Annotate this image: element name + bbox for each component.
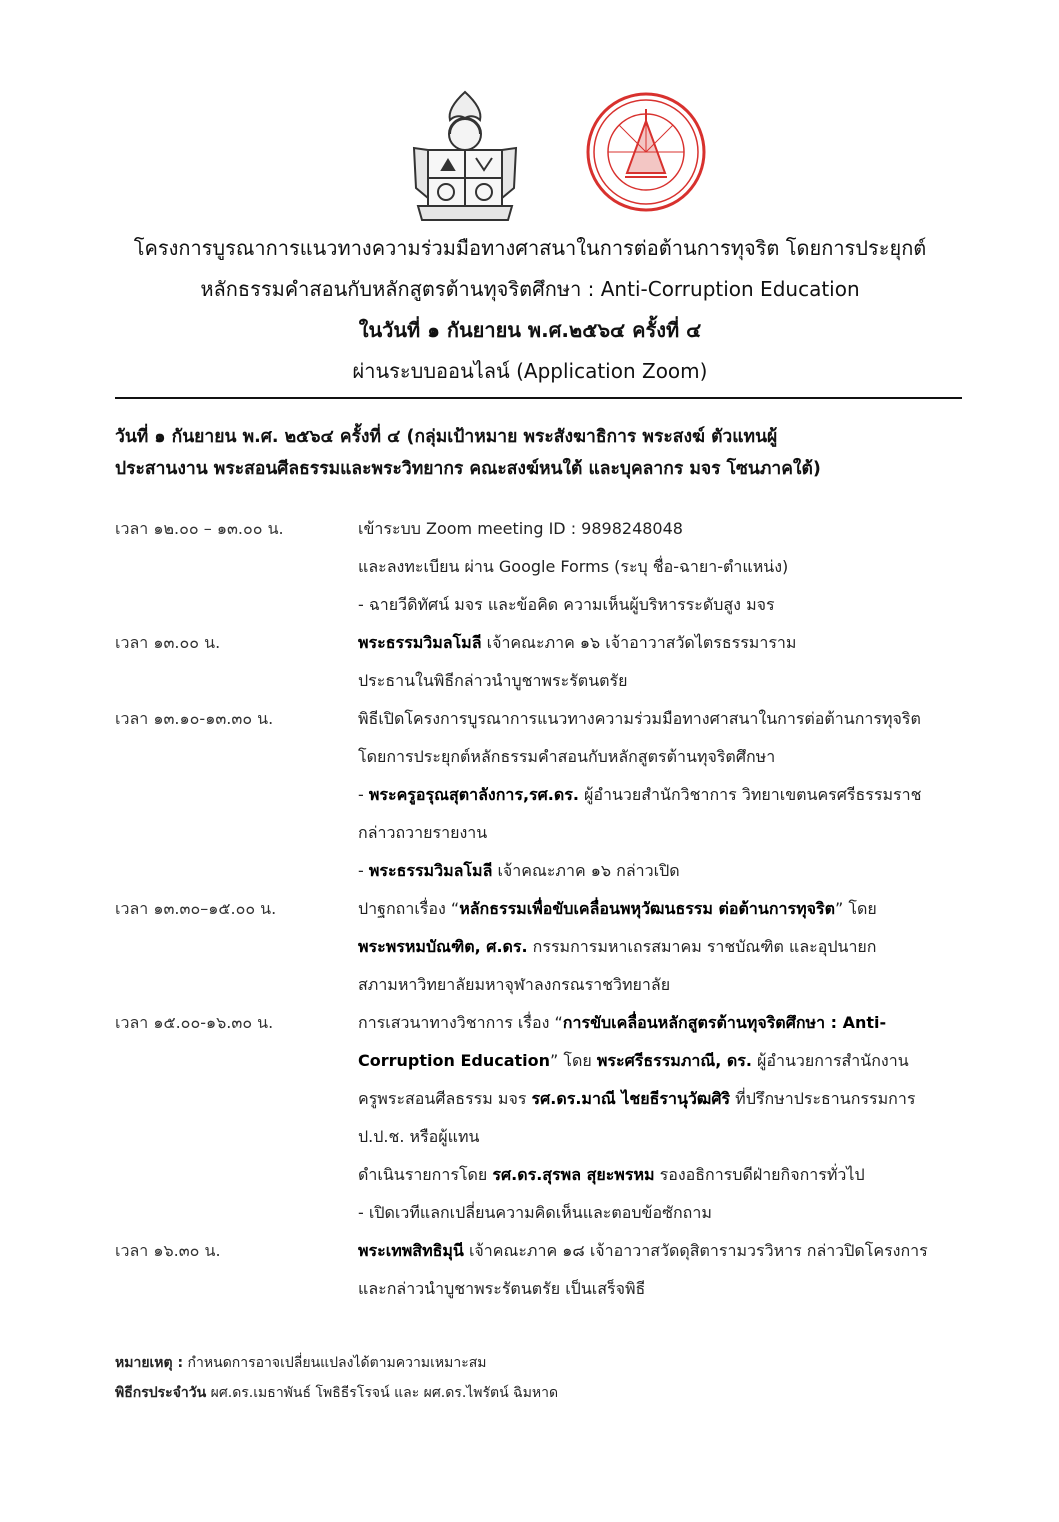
desc-line: [358, 852, 965, 890]
desc-line: และลงทะเบียน ผ่าน Google Forms (ระบุ ชื่อ-ฉายา-ตำแหน่ง): [358, 557, 789, 576]
divider: [115, 397, 962, 399]
desc-line: [358, 776, 965, 814]
date-heading-line-2: ประสานงาน พระสอนศีลธรรมและพระวิทยากร คณะสงฆ์หนใต้ และบุคลากร มจร โซนภาคใต้): [115, 459, 821, 479]
speaker-title: เจ้าคณะภาค ๑๖ เจ้าอาวาสวัดไตรธรรมาราม: [481, 633, 797, 652]
speaker-title: รองอธิการบดีฝ่ายกิจการทั่วไป: [654, 1165, 865, 1184]
desc-line: [358, 1042, 965, 1080]
bullet: -: [358, 861, 369, 880]
desc-line: สภามหาวิทยาลัยมหาจุฬาลงกรณราชวิทยาลัย: [358, 975, 671, 994]
desc-line: เข้าระบบ Zoom meeting ID : 9898248048: [358, 519, 683, 538]
desc-line: [358, 928, 965, 966]
schedule-desc: [358, 1004, 965, 1232]
desc-line: [358, 890, 965, 928]
schedule-desc: [358, 700, 965, 890]
remark-label: หมายเหตุ :: [115, 1355, 184, 1371]
desc-line: พิธีเปิดโครงการบูรณาการแนวทางความร่วมมือทางศาสนาในการต่อต้านการทุจริต: [358, 709, 921, 728]
desc-text: การเสวนาทางวิชาการ เรื่อง “: [358, 1013, 563, 1032]
desc-text: ปาฐกถาเรื่อง “: [358, 899, 460, 918]
desc-line: - ฉายวีดิทัศน์ มจร และข้อคิด ความเห็นผู้บริหารระดับสูง มจร: [358, 595, 775, 614]
speaker-title: ที่ปรึกษาประธานกรรมการ: [730, 1089, 916, 1108]
notes: [115, 1348, 965, 1408]
desc-line: [358, 624, 965, 662]
speaker-name: พระธรรมวิมลโมลี: [358, 633, 482, 652]
schedule-row: [115, 700, 965, 890]
schedule-time: เวลา ๑๒.๐๐ – ๑๓.๐๐ น.: [115, 519, 284, 538]
desc-text: ดำเนินรายการโดย: [358, 1165, 493, 1184]
header-line-3: ในวันที่ ๑ กันยายน พ.ศ.๒๕๖๔ ครั้งที่ ๔: [358, 318, 702, 342]
speaker-name: พระครูอรุณสุตาลังการ,รศ.ดร.: [368, 785, 579, 804]
desc-line: โดยการประยุกต์หลักธรรมคำสอนกับหลักสูตรต้านทุจริตศึกษา: [358, 747, 776, 766]
speaker-title: ผู้อำนวยการสำนักงาน: [751, 1051, 909, 1070]
desc-text: ” โดย: [835, 899, 877, 918]
date-heading: [115, 421, 965, 485]
desc-line: [358, 1080, 965, 1118]
schedule-desc: [358, 510, 965, 624]
desc-line: [358, 1156, 965, 1194]
schedule-row: [115, 1004, 965, 1232]
schedule-row: [115, 1232, 965, 1308]
logo-area: [0, 88, 1059, 228]
schedule-row: [115, 890, 965, 1004]
speaker-name: รศ.ดร.มาณี ไชยธีรานุวัฒศิริ: [531, 1089, 731, 1108]
project-header: [60, 228, 1000, 392]
schedule-time: เวลา ๑๕.๐๐-๑๖.๓๐ น.: [115, 1013, 274, 1032]
desc-line: - เปิดเวทีแลกเปลี่ยนความคิดเห็นและตอบข้อซักถาม: [358, 1203, 712, 1222]
speaker-name: พระศรีธรรมภาณี, ดร.: [596, 1051, 752, 1070]
schedule-desc: [358, 890, 965, 1004]
speaker-name: รศ.ดร.สุรพล สุยะพรหม: [492, 1165, 655, 1184]
schedule: [115, 510, 965, 1308]
mc-line: [115, 1378, 965, 1408]
schedule-time: เวลา ๑๓.๐๐ น.: [115, 633, 221, 652]
speaker-name: พระพรหมบัณฑิต, ศ.ดร.: [358, 937, 528, 956]
topic-title: หลักธรรมเพื่อขับเคลื่อนพหุวัฒนธรรม ต่อต้านการทุจริต: [459, 899, 835, 918]
schedule-desc: [358, 624, 965, 700]
speaker-name: พระธรรมวิมลโมลี: [368, 861, 493, 880]
schedule-time: เวลา ๑๓.๓๐–๑๕.๐๐ น.: [115, 899, 277, 918]
speaker-title: ผู้อำนวยสำนักวิชาการ วิทยาเขตนครศรีธรรมราช: [578, 785, 922, 804]
university-crest-logo: [404, 88, 526, 228]
desc-line: [358, 1232, 965, 1270]
desc-text: ครูพระสอนศีลธรรม มจร: [358, 1089, 532, 1108]
mc-text: ผศ.ดร.เมธาพันธ์ โพธิธีรโรจน์ และ ผศ.ดร.ไพรัตน์ ฉิมหาด: [206, 1385, 559, 1401]
mc-label: พิธีกรประจำวัน: [115, 1385, 207, 1401]
header-line-4: ผ่านระบบออนไลน์ (Application Zoom): [352, 359, 708, 383]
bullet: -: [358, 785, 369, 804]
schedule-row: [115, 624, 965, 700]
schedule-desc: [358, 1232, 965, 1308]
speaker-title: กรรมการมหาเถรสมาคม ราชบัณฑิต และอุปนายก: [527, 937, 877, 956]
remark-line: [115, 1348, 965, 1378]
desc-line: ประธานในพิธีกล่าวนำบูชาพระรัตนตรัย: [358, 671, 628, 690]
header-line-1: โครงการบูรณาการแนวทางความร่วมมือทางศาสนาในการต่อต้านการทุจริต โดยการประยุกต์: [133, 236, 927, 260]
desc-text: ” โดย: [550, 1051, 597, 1070]
desc-line: และกล่าวนำบูชาพระรัตนตรัย เป็นเสร็จพิธี: [358, 1279, 646, 1298]
speaker-name: พระเทพสิทธิมุนี: [358, 1241, 464, 1260]
schedule-row: [115, 510, 965, 624]
remark-text: กำหนดการอาจเปลี่ยนแปลงได้ตามความเหมาะสม: [183, 1355, 487, 1371]
schedule-time: เวลา ๑๓.๑๐-๑๓.๓๐ น.: [115, 709, 274, 728]
desc-line: ป.ป.ช. หรือผู้แทน: [358, 1127, 480, 1146]
red-seal-logo: [585, 91, 707, 213]
speaker-title: เจ้าคณะภาค ๑๘ เจ้าอาวาสวัดดุสิตารามวรวิหาร กล่าวปิดโครงการ: [463, 1241, 928, 1260]
header-line-2: หลักธรรมคำสอนกับหลักสูตรต้านทุจริตศึกษา : Anti-Corruption Education: [200, 277, 860, 301]
topic-title: การขับเคลื่อนหลักสูตรต้านทุจริตศึกษา : Anti-: [562, 1013, 887, 1032]
schedule-time: เวลา ๑๖.๓๐ น.: [115, 1241, 221, 1260]
desc-line: กล่าวถวายรายงาน: [358, 823, 488, 842]
desc-line: [358, 1004, 965, 1042]
topic-title: Corruption Education: [358, 1051, 551, 1070]
date-heading-line-1: วันที่ ๑ กันยายน พ.ศ. ๒๕๖๔ ครั้งที่ ๔ (กลุ่มเป้าหมาย พระสังฆาธิการ พระสงฆ์ ตัวแทนผู้: [115, 427, 778, 447]
speaker-title: เจ้าคณะภาค ๑๖ กล่าวเปิด: [492, 861, 680, 880]
